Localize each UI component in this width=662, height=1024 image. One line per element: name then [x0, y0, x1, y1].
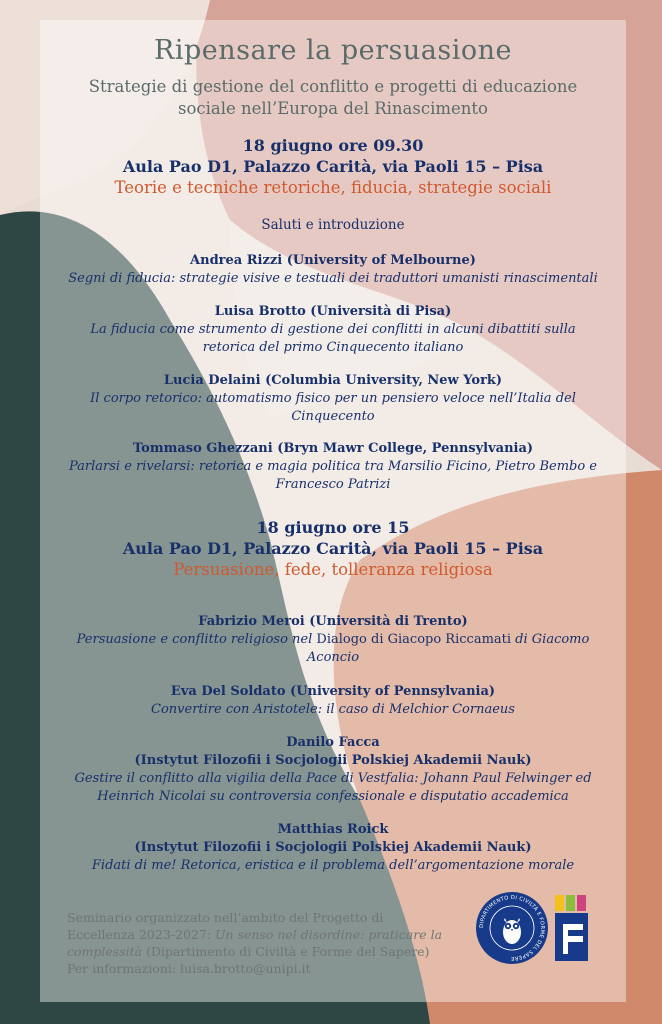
session-1-theme: Teorie e tecniche retoriche, fiducia, strategie sociali — [114, 178, 552, 197]
session-1-intro: Saluti e introduzione — [261, 217, 405, 233]
footer-note — [67, 909, 462, 977]
talk-title — [44, 631, 622, 649]
logo-bar-pink — [577, 895, 586, 911]
speaker-name: Tommaso Ghezzani (Bryn Mawr College, Pennsylvania) — [132, 441, 534, 456]
logo-bar-green — [566, 895, 575, 911]
subtitle-line: Strategie di gestione del conflitto e progetti di educazione — [88, 77, 578, 96]
speaker-name: Danilo Facca — [286, 735, 380, 750]
speaker-name: Luisa Brotto (Università di Pisa) — [214, 304, 452, 319]
footer-text: (Dipartimento di Civiltà e Forme del Sapere) — [142, 944, 430, 959]
session-1-date: 18 giugno ore 09.30 — [242, 136, 424, 155]
footer-line — [67, 926, 462, 943]
seal-text: DIPARTIMENTO DI CIVILTÀ E FORME DEL SAPERE — [478, 894, 546, 962]
speaker-affiliation: (Instytut Filozofii i Socjologii Polskiej Akademii Nauk) — [134, 840, 532, 855]
talk-item — [44, 372, 622, 426]
talk-title: Parlarsi e rivelarsi: retorica e magia politica tra Marsilio Ficino, Pietro Bembo e — [68, 459, 597, 474]
talk-title: Cinquecento — [291, 409, 375, 424]
session-2-theme: Persuasione, fede, tolleranza religiosa — [173, 560, 493, 579]
talk-title-part: Persuasione e conflitto religioso nel — [76, 632, 317, 647]
page-title: Ripensare la persuasione — [154, 35, 512, 66]
footer-text: Eccellenza 2023-2027: — [67, 927, 216, 942]
page-subtitle — [44, 76, 622, 120]
department-logo — [475, 891, 591, 965]
talk-item — [44, 683, 622, 719]
work-title: Dialogo di Giacopo Riccamati — [316, 632, 512, 647]
talk-title: La fiducia come strumento di gestione dei conflitti in alcuni dibattiti sulla — [90, 322, 576, 337]
talk-title: Heinrich Nicolai su controversia confessionale e disputatio accademica — [97, 789, 569, 804]
talk-item — [44, 252, 622, 288]
session-2-date: 18 giugno ore 15 — [256, 518, 410, 537]
speaker-name: Matthias Roick — [277, 822, 389, 837]
talk-title: Segni di fiducia: strategie visive e testuali dei traduttori umanisti rinascimentali — [68, 271, 598, 286]
talk-title: Francesco Patrizi — [275, 477, 391, 492]
talk-item — [44, 613, 622, 667]
speaker-name: Andrea Rizzi (University of Melbourne) — [190, 253, 476, 268]
talk-title: Il corpo retorico: automatismo fisico per un pensiero veloce nell’Italia del — [90, 391, 576, 406]
talk-title: Gestire il conflitto alla vigilia della Pace di Vestfalia: Johann Paul Felwinger ed — [74, 771, 592, 786]
talk-title: Fidati di me! Retorica, eristica e il problema dell’argomentazione morale — [91, 858, 575, 873]
speaker-affiliation: (Instytut Filozofii i Socjologii Polskiej Akademii Nauk) — [134, 753, 532, 768]
speaker-name: Lucia Delaini (Columbia University, New York) — [163, 373, 503, 388]
talk-title: Convertire con Aristotele: il caso di Melchior Cornaeus — [151, 702, 515, 717]
talk-item — [44, 734, 622, 806]
footer-line — [67, 943, 462, 960]
talk-title-part: di Giacomo — [511, 632, 590, 647]
session-1-venue: Aula Pao D1, Palazzo Carità, via Paoli 15 – Pisa — [122, 157, 544, 176]
speaker-name: Fabrizio Meroi (Università di Trento) — [198, 614, 468, 629]
talk-title: Aconcio — [306, 650, 360, 665]
talk-item — [44, 303, 622, 357]
footer-project-title: Un senso nel disordine: praticare la — [215, 927, 443, 942]
talk-item — [44, 440, 622, 494]
talk-item — [44, 821, 622, 875]
session-2-header — [44, 517, 622, 580]
session-1-header — [44, 135, 622, 198]
logo-bar-yellow — [555, 895, 564, 911]
subtitle-line: sociale nell’Europa del Rinascimento — [178, 99, 488, 118]
footer-line: Seminario organizzato nell’ambito del Progetto di — [67, 910, 384, 925]
footer-contact[interactable]: Per informazioni: luisa.brotto@unipi.it — [67, 961, 311, 976]
speaker-name: Eva Del Soldato (University of Pennsylvania) — [170, 684, 496, 699]
session-2-venue: Aula Pao D1, Palazzo Carità, via Paoli 15 – Pisa — [122, 539, 544, 558]
talk-title: retorica del primo Cinquecento italiano — [202, 340, 464, 355]
footer-project-title: complessità — [67, 944, 143, 959]
